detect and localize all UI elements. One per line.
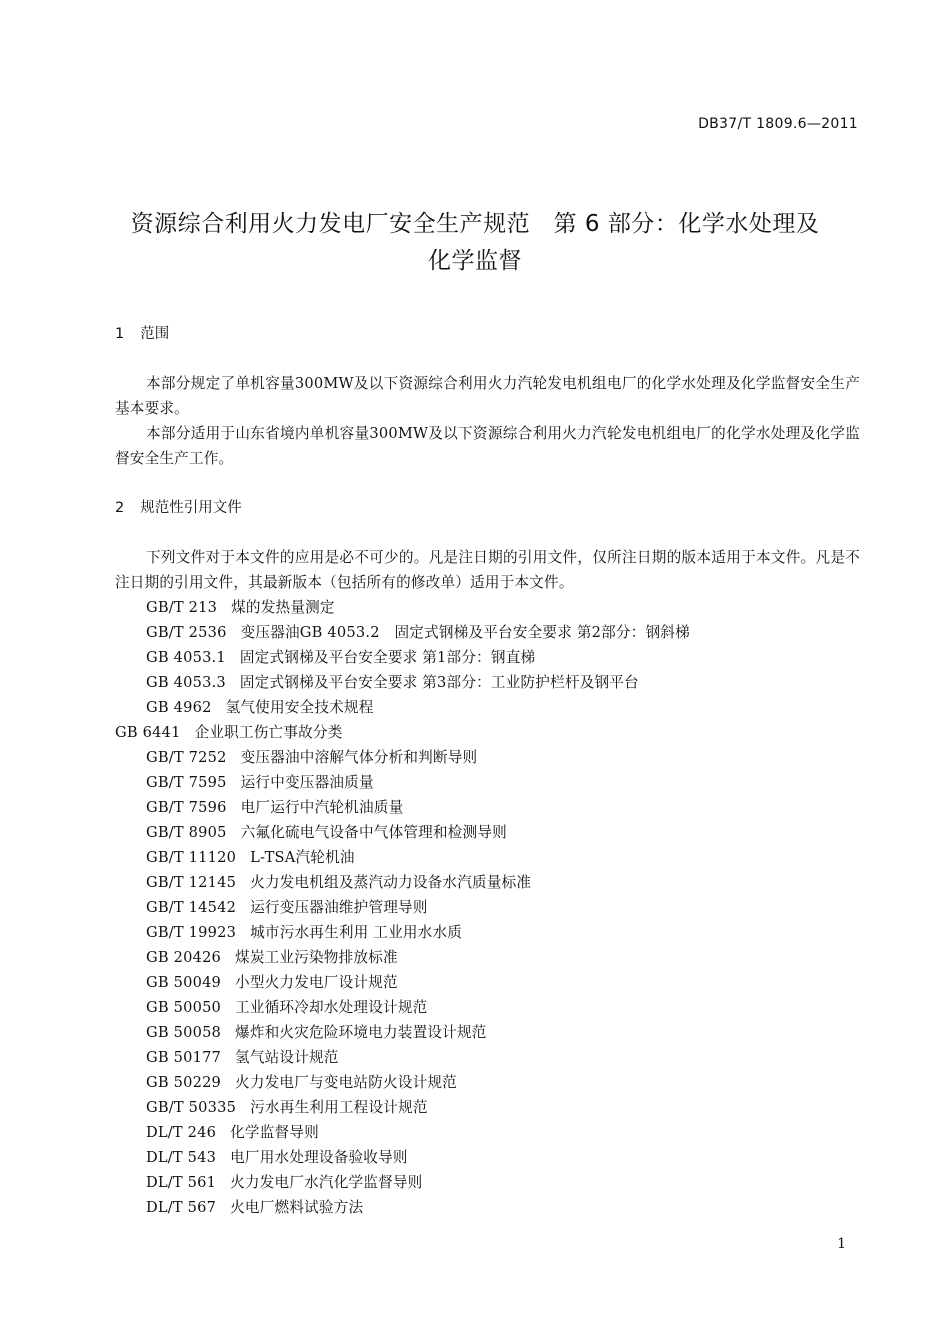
reference-title: 火力发电机组及蒸汽动力设备水汽质量标准 (250, 874, 532, 891)
reference-item (146, 945, 398, 970)
reference-code: GB/T 213 (146, 599, 218, 616)
reference-item (146, 845, 355, 870)
reference-code: DL/T 246 (146, 1124, 217, 1141)
reference-title: 企业职工伤亡事故分类 (194, 724, 343, 741)
document-title (80, 206, 870, 280)
reference-item (146, 1170, 422, 1195)
reference-title: 变压器油GB 4053.2 固定式钢梯及平台安全要求 第2部分：钢斜梯 (240, 624, 690, 641)
reference-code: GB 4962 (146, 699, 212, 716)
reference-item (115, 720, 343, 745)
reference-code: GB/T 12145 (146, 874, 237, 891)
reference-item (146, 970, 398, 995)
reference-item (146, 1045, 339, 1070)
reference-item (146, 745, 477, 770)
reference-title: 固定式钢梯及平台安全要求 第3部分：工业防护栏杆及钢平台 (239, 674, 639, 691)
title-line-1: 资源综合利用火力发电厂安全生产规范 第 6 部分：化学水处理及 (130, 211, 820, 237)
reference-title: 氢气站设计规范 (235, 1049, 339, 1066)
reference-item (146, 795, 403, 820)
standard-code: DB37/T 1809.6—2011 (698, 116, 858, 132)
reference-code: GB/T 7595 (146, 774, 227, 791)
section-title: 范围 (140, 326, 170, 342)
section-heading-normative-references (115, 497, 242, 519)
section-number: 2 (115, 500, 125, 516)
reference-title: 火力发电厂与变电站防火设计规范 (235, 1074, 457, 1091)
reference-title: 化学监督导则 (230, 1124, 319, 1141)
reference-code: GB/T 7596 (146, 799, 227, 816)
reference-item (146, 670, 639, 695)
reference-title: 小型火力发电厂设计规范 (235, 974, 398, 991)
reference-item (146, 995, 427, 1020)
reference-code: GB/T 8905 (146, 824, 227, 841)
reference-item (146, 770, 374, 795)
reference-code: GB 4053.1 (146, 649, 226, 666)
reference-code: GB 50050 (146, 999, 222, 1016)
paragraph: 本部分适用于山东省境内单机容量300MW及以下资源综合利用火力汽轮发电机组电厂的化学水处理及化学监督安全生产工作。 (115, 425, 860, 467)
reference-title: 电厂运行中汽轮机油质量 (240, 799, 404, 816)
reference-code: GB/T 14542 (146, 899, 237, 916)
reference-item (146, 820, 507, 845)
reference-code: GB/T 11120 (146, 849, 237, 866)
reference-item (146, 1070, 457, 1095)
reference-item (146, 1095, 428, 1120)
reference-code: GB 50229 (146, 1074, 222, 1091)
reference-item (146, 870, 531, 895)
reference-title: 火力发电厂水汽化学监督导则 (230, 1174, 423, 1191)
reference-item (146, 1020, 487, 1045)
reference-item (146, 1195, 363, 1220)
reference-code: GB/T 19923 (146, 924, 237, 941)
reference-title: 运行变压器油维护管理导则 (250, 899, 428, 916)
section-title: 规范性引用文件 (140, 500, 242, 516)
paragraph: 下列文件对于本文件的应用是必不可少的。凡是注日期的引用文件，仅所注日期的版本适用于本文件。凡是不注日期的引用文件，其最新版本（包括所有的修改单）适用于本文件。 (115, 549, 860, 591)
reference-title: 煤炭工业污染物排放标准 (235, 949, 398, 966)
reference-title: 污水再生利用工程设计规范 (250, 1099, 428, 1116)
page-number: 1 (837, 1236, 846, 1252)
reference-code: GB/T 50335 (146, 1099, 237, 1116)
reference-code: GB 6441 (115, 724, 181, 741)
reference-title: 工业循环冷却水处理设计规范 (235, 999, 428, 1016)
reference-title: 运行中变压器油质量 (240, 774, 374, 791)
reference-title: 变压器油中溶解气体分析和判断导则 (240, 749, 478, 766)
reference-title: 氢气使用安全技术规程 (225, 699, 374, 716)
reference-item (146, 620, 690, 645)
reference-item (146, 1145, 408, 1170)
section-number: 1 (115, 326, 125, 342)
reference-code: GB/T 2536 (146, 624, 227, 641)
reference-item (146, 595, 335, 620)
reference-code: DL/T 543 (146, 1149, 217, 1166)
reference-item (146, 645, 535, 670)
reference-code: GB 4053.3 (146, 674, 226, 691)
paragraph: 本部分规定了单机容量300MW及以下资源综合利用火力汽轮发电机组电厂的化学水处理及化学监督安全生产基本要求。 (115, 375, 860, 417)
reference-title: 城市污水再生利用 工业用水水质 (250, 924, 463, 941)
reference-code: GB 50058 (146, 1024, 222, 1041)
title-line-2: 化学监督 (428, 248, 522, 274)
reference-code: GB 50177 (146, 1049, 222, 1066)
section-heading-scope (115, 323, 169, 345)
reference-title: 固定式钢梯及平台安全要求 第1部分：钢直梯 (239, 649, 536, 666)
reference-title: 电厂用水处理设备验收导则 (230, 1149, 408, 1166)
reference-code: GB 20426 (146, 949, 222, 966)
reference-item (146, 895, 428, 920)
reference-code: DL/T 561 (146, 1174, 217, 1191)
reference-code: GB/T 7252 (146, 749, 227, 766)
reference-item (146, 695, 374, 720)
reference-title: 六氟化硫电气设备中气体管理和检测导则 (240, 824, 507, 841)
reference-item (146, 1120, 319, 1145)
reference-title: L-TSA汽轮机油 (250, 849, 355, 866)
reference-title: 煤的发热量测定 (231, 599, 335, 616)
reference-code: DL/T 567 (146, 1199, 217, 1216)
reference-title: 火电厂燃料试验方法 (230, 1199, 364, 1216)
reference-title: 爆炸和火灾危险环境电力装置设计规范 (235, 1024, 487, 1041)
reference-code: GB 50049 (146, 974, 222, 991)
reference-item (146, 920, 462, 945)
